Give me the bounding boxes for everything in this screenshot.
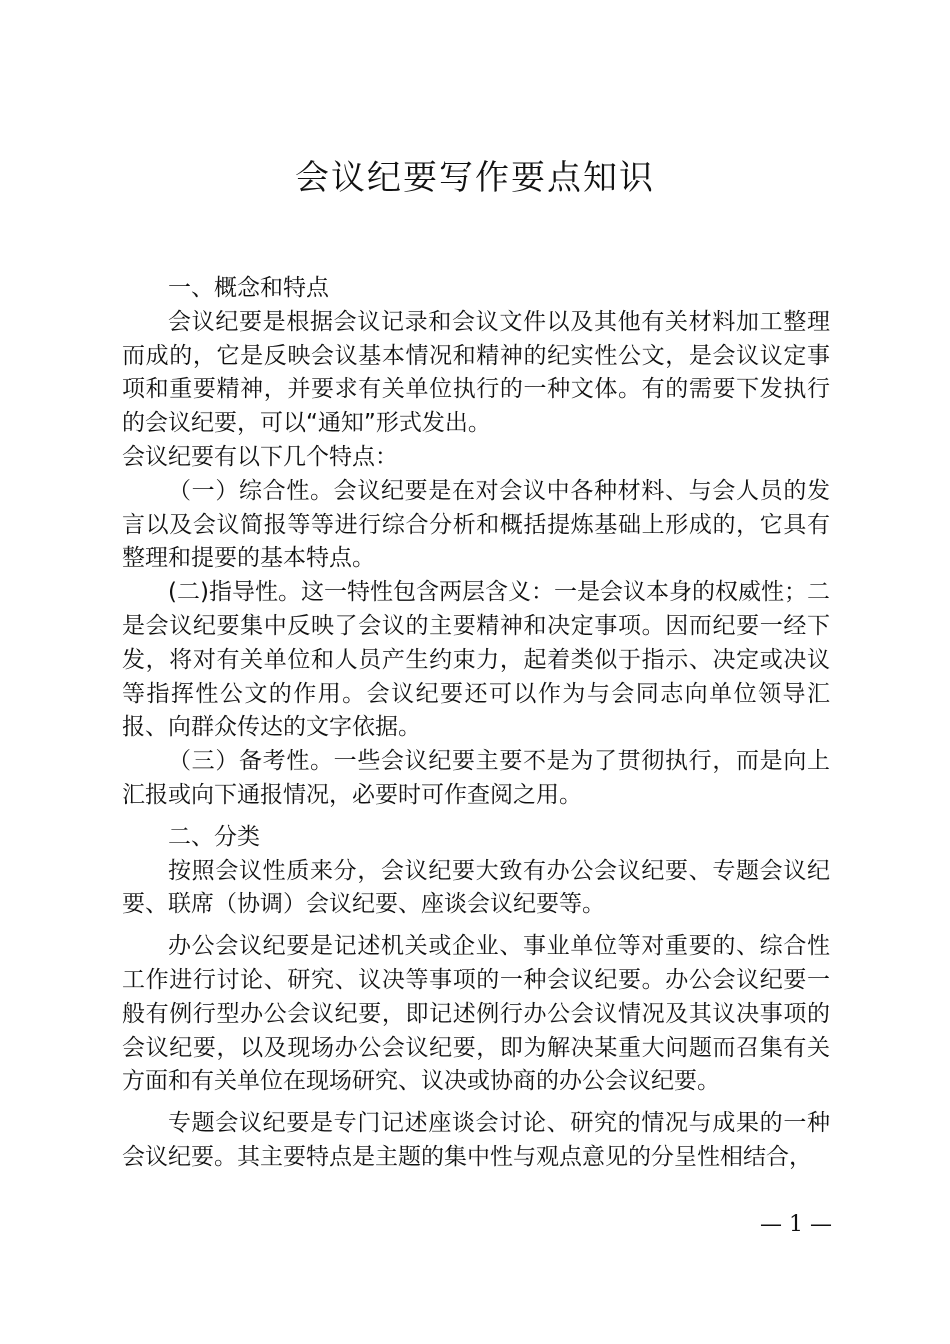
paragraph-feature-reference: （三）备考性。一些会议纪要主要不是为了贯彻执行，而是向上汇报或向下通报情况，必要时可作查阅之用。	[122, 748, 830, 808]
paragraph-feature-comprehensive: （一）综合性。会议纪要是在对会议中各种材料、与会人员的发言以及会议简报等等进行综合分析和概括提炼基础上形成的，它具有整理和提要的基本特点。	[122, 477, 830, 572]
paragraph-feature-guidance: (二)指导性。这一特性包含两层含义：一是会议本身的权威性；二是会议纪要集中反映了会议的主要精神和决定事项。因而纪要一经下发，将对有关单位和人员产生约束力，起着类似于指示、决定或决议等指挥性公文的作用。会议纪要还可以作为与会同志向单位领导汇报、向群众传达的文字依据。	[122, 579, 830, 741]
document-title: 会议纪要写作要点知识	[295, 158, 655, 198]
paragraph-definition: 会议纪要是根据会议记录和会议文件以及其他有关材料加工整理而成的，它是反映会议基本情况和精神的纪实性公文，是会议议定事项和重要精神，并要求有关单位执行的一种文体。有的需要下发执行的会议纪要，可以“通知”形式发出。	[122, 308, 830, 437]
paragraph-office-meeting: 办公会议纪要是记述机关或企业、事业单位等对重要的、综合性工作进行讨论、研究、议决等事项的一种会议纪要。办公会议纪要一般有例行型办公会议纪要，即记述例行办公会议情况及其议决事项的会议纪要，以及现场办公会议纪要，即为解决某重大问题而召集有关方面和有关单位在现场研究、议决或协商的办公会议纪要。	[122, 933, 830, 1095]
paragraph-special-meeting: 专题会议纪要是专门记述座谈会讨论、研究的情况与成果的一种会议纪要。其主要特点是主题的集中性与观点意见的分呈性相结合，	[122, 1110, 830, 1170]
paragraph-features-intro: 会议纪要有以下几个特点：	[122, 443, 398, 470]
section-heading-concept: 一、概念和特点	[168, 275, 329, 301]
document-body	[122, 272, 830, 1175]
section-heading-classification: 二、分类	[168, 823, 260, 850]
paragraph-classification: 按照会议性质来分，会议纪要大致有办公会议纪要、专题会议纪要、联席（协调）会议纪要、座谈会议纪要等。	[122, 857, 830, 918]
page-number: — 1 —	[760, 1212, 832, 1237]
